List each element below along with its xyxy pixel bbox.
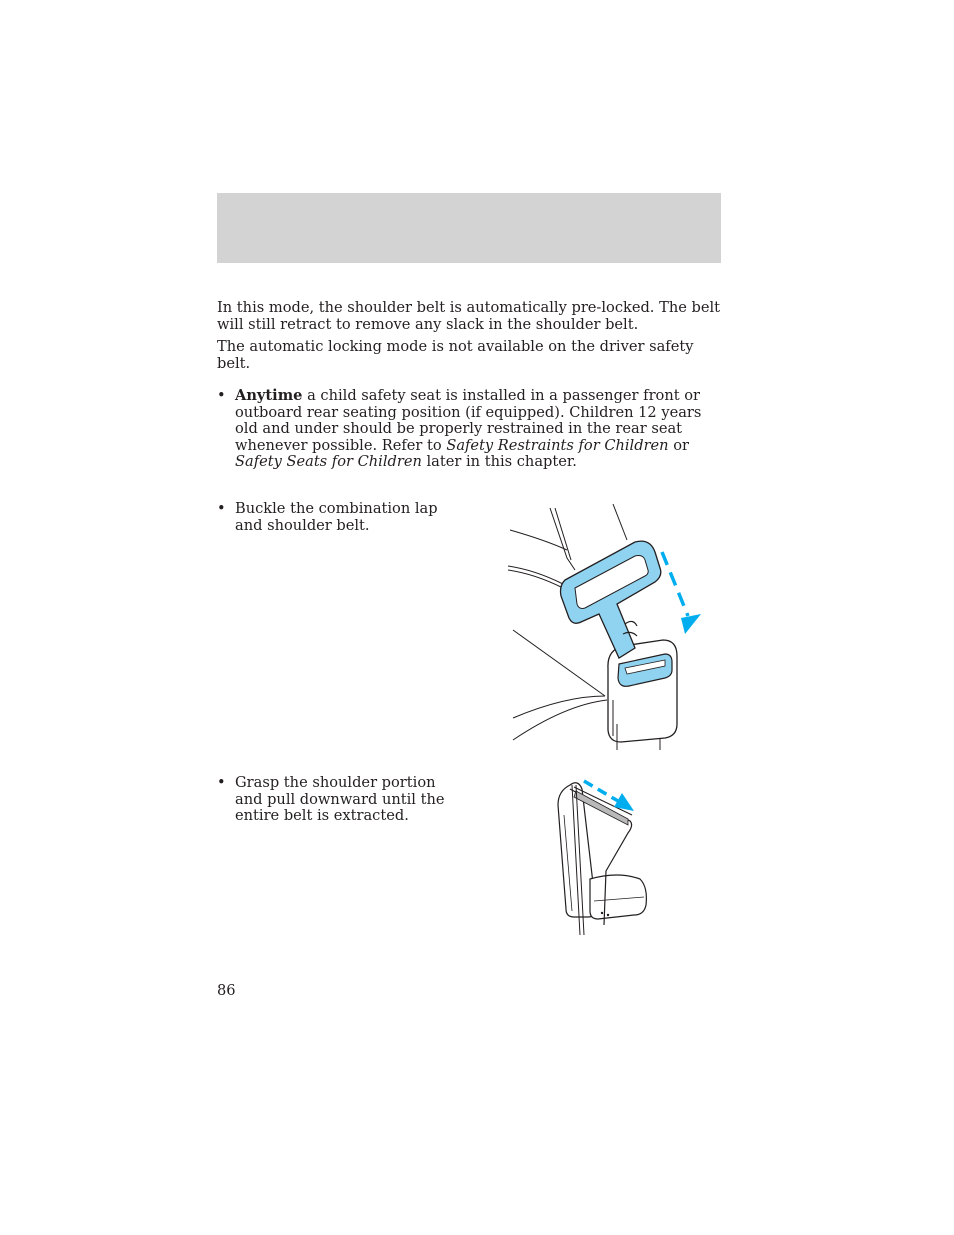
arrow-head (681, 614, 701, 634)
bullet-anytime-text1: a child safety seat is installed in a passenger front or outboard rear seating position (if equipped). Children 12 years old and under should be properly restrained in the rear seat whenever possible. Refer to (235, 387, 702, 454)
bullet-dot: • (217, 774, 226, 791)
link-safety-restraints: Safety Restraints for Children (446, 436, 669, 454)
bullet-dot: • (217, 500, 226, 517)
paragraph-preloked: In this mode, the shoulder belt is automatically pre-locked. The belt will still retract to remove any slack in the shoulder belt. (217, 299, 721, 333)
bullet-anytime-text2: or (668, 436, 689, 454)
link-safety-seats: Safety Seats for Children (235, 453, 422, 470)
page-number: 86 (217, 982, 236, 999)
arrow-line (662, 552, 688, 616)
header-bar (217, 193, 721, 263)
bullet-anytime-text (235, 388, 725, 471)
seat-belt-illustration (548, 775, 658, 945)
bullet-anytime-bold: Anytime (235, 387, 303, 404)
bullet-dot: • (217, 387, 226, 404)
bullet-anytime-text3: later in this chapter. (421, 453, 577, 470)
paragraph-driver-note: The automatic locking mode is not available on the driver safety belt. (217, 338, 694, 372)
buckle-illustration (505, 500, 715, 762)
bullet-grasp-text: Grasp the shoulder portion and pull downward until the entire belt is extracted. (235, 774, 445, 824)
bullet-buckle-text: Buckle the combination lap and shoulder belt. (235, 500, 438, 534)
